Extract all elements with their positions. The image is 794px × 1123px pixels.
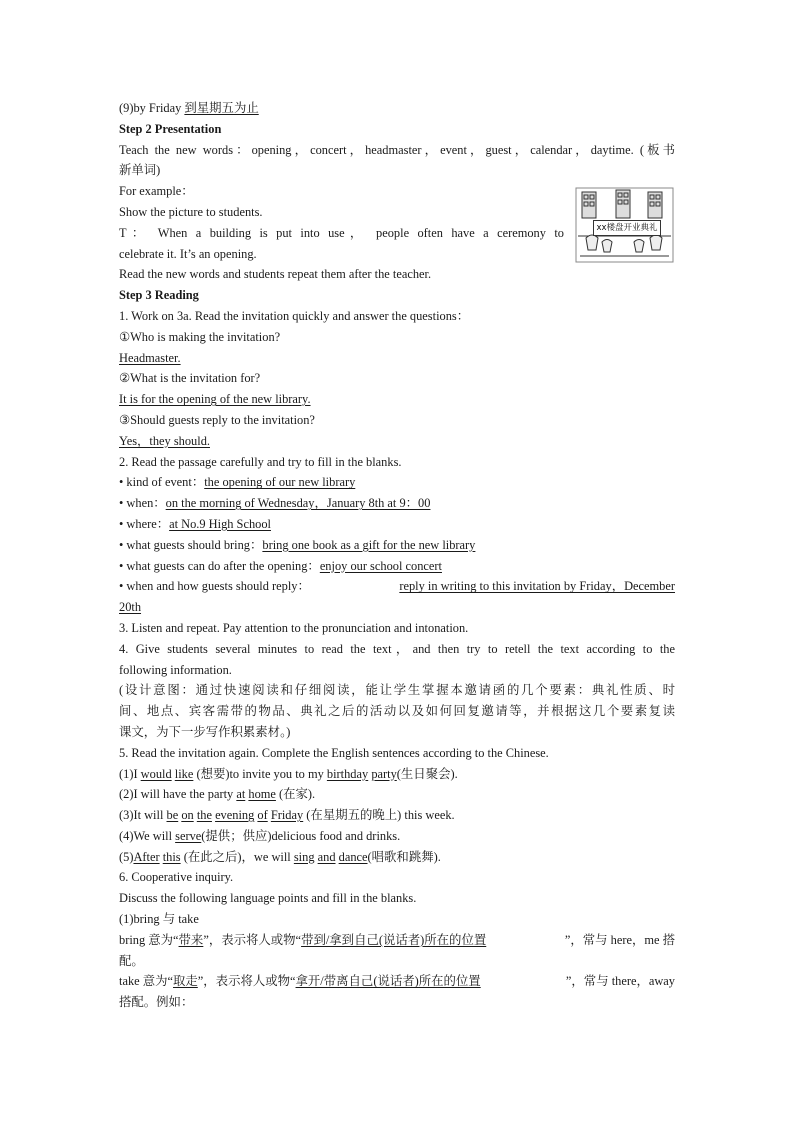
- sentence-line: (2)I will have the party at home (在家).: [119, 787, 316, 802]
- text-line: 2. Read the passage carefully and try to fill in the blanks.: [119, 454, 402, 469]
- design-note-line: 课文，为下一步写作积累素材。): [119, 724, 291, 739]
- sentence-line: (1)I would like (想要)to invite you to my birthday party(生日聚会).: [119, 766, 458, 781]
- blank-line: • what guests can do after the opening：enjoy our school concert: [119, 558, 442, 573]
- document-page: [119, 98, 675, 1013]
- text-line: (9)by Friday 到星期五为止: [119, 101, 259, 115]
- text-line: T： When a building is put into use， people often have a ceremony to: [119, 225, 564, 240]
- text-line: 搭配。例如：: [119, 995, 194, 1010]
- ceremony-illustration-icon: [574, 186, 675, 264]
- answer-line: It is for the opening of the new library.: [119, 392, 311, 407]
- sentence-line: (4)We will serve(提供；供应)delicious food and drinks.: [119, 828, 401, 843]
- text-line: Read the new words and students repeat them after the teacher.: [119, 267, 432, 282]
- section-heading: Step 2 Presentation: [119, 121, 222, 136]
- text-line: following information.: [119, 662, 232, 677]
- design-note-line: (设计意图：通过快速阅读和仔细阅读，能让学生掌握本邀请函的几个要素：典礼性质、时: [119, 683, 675, 698]
- text-line: 1. Work on 3a. Read the invitation quickly and answer the questions：: [119, 308, 470, 323]
- text-line: celebrate it. It’s an opening.: [119, 246, 257, 261]
- design-note-line: 间、地点、宾客需带的物品、典礼之后的活动以及如何回复邀请等，并根据这几个要素复读: [119, 704, 675, 719]
- blank-line: • kind of event：the opening of our new library: [119, 475, 356, 490]
- blank-line: • when：on the morning of Wednesday，January 8th at 9：00: [119, 496, 431, 511]
- sentence-line: (3)It will be on the evening of Friday (在星期五的晚上) this week.: [119, 808, 455, 823]
- section-heading: Step 3 Reading: [119, 288, 199, 303]
- text-line: Discuss the following language points and fill in the blanks.: [119, 891, 417, 906]
- text-line: For example：: [119, 184, 194, 199]
- text-line: take 意为“ 取走 ”，表示将人或物“ 拿开/带离自己(说话者)所在的位置 ”，常与 there，away: [119, 974, 675, 989]
- text-line: ①Who is making the invitation?: [119, 329, 281, 344]
- answer-line: 20th: [119, 600, 142, 615]
- text-line: 3. Listen and repeat. Pay attention to the pronunciation and intonation.: [119, 620, 469, 635]
- sentence-line: (5)After this (在此之后)，we will sing and dance(唱歌和跳舞).: [119, 849, 441, 864]
- answer-line: Headmaster.: [119, 350, 181, 365]
- text-line: ②What is the invitation for?: [119, 371, 261, 386]
- text-line: 6. Cooperative inquiry.: [119, 870, 234, 885]
- text-line: Show the picture to students.: [119, 204, 263, 219]
- text-line: 5. Read the invitation again. Complete the English sentences according to the Chinese.: [119, 745, 549, 760]
- text-line: Teach the new words：opening，concert，headmaster，event，guest，calendar，daytime. (板书: [119, 142, 675, 157]
- text-line: ③Should guests reply to the invitation?: [119, 412, 315, 427]
- answer-line: Yes，they should.: [119, 433, 210, 448]
- text-line: 配。: [119, 953, 144, 968]
- text-line: 新单词): [119, 163, 161, 178]
- blank-line: • where：at No.9 High School: [119, 516, 271, 531]
- blank-line: • what guests should bring：bring one book as a gift for the new library: [119, 537, 476, 552]
- text-line: 4. Give students several minutes to read the text，and then try to retell the text according to the: [119, 641, 675, 656]
- text-line: bring 意为“ 带来 ”，表示将人或物“ 带到/拿到自己(说话者)所在的位置 ”，常与 here，me 搭: [119, 932, 675, 947]
- picture-caption: xx楼盘开业典礼: [593, 220, 661, 236]
- text-line: (1)bring 与 take: [119, 912, 199, 927]
- blank-line: • when and how guests should reply： reply in writing to this invitation by Friday，December: [119, 579, 675, 594]
